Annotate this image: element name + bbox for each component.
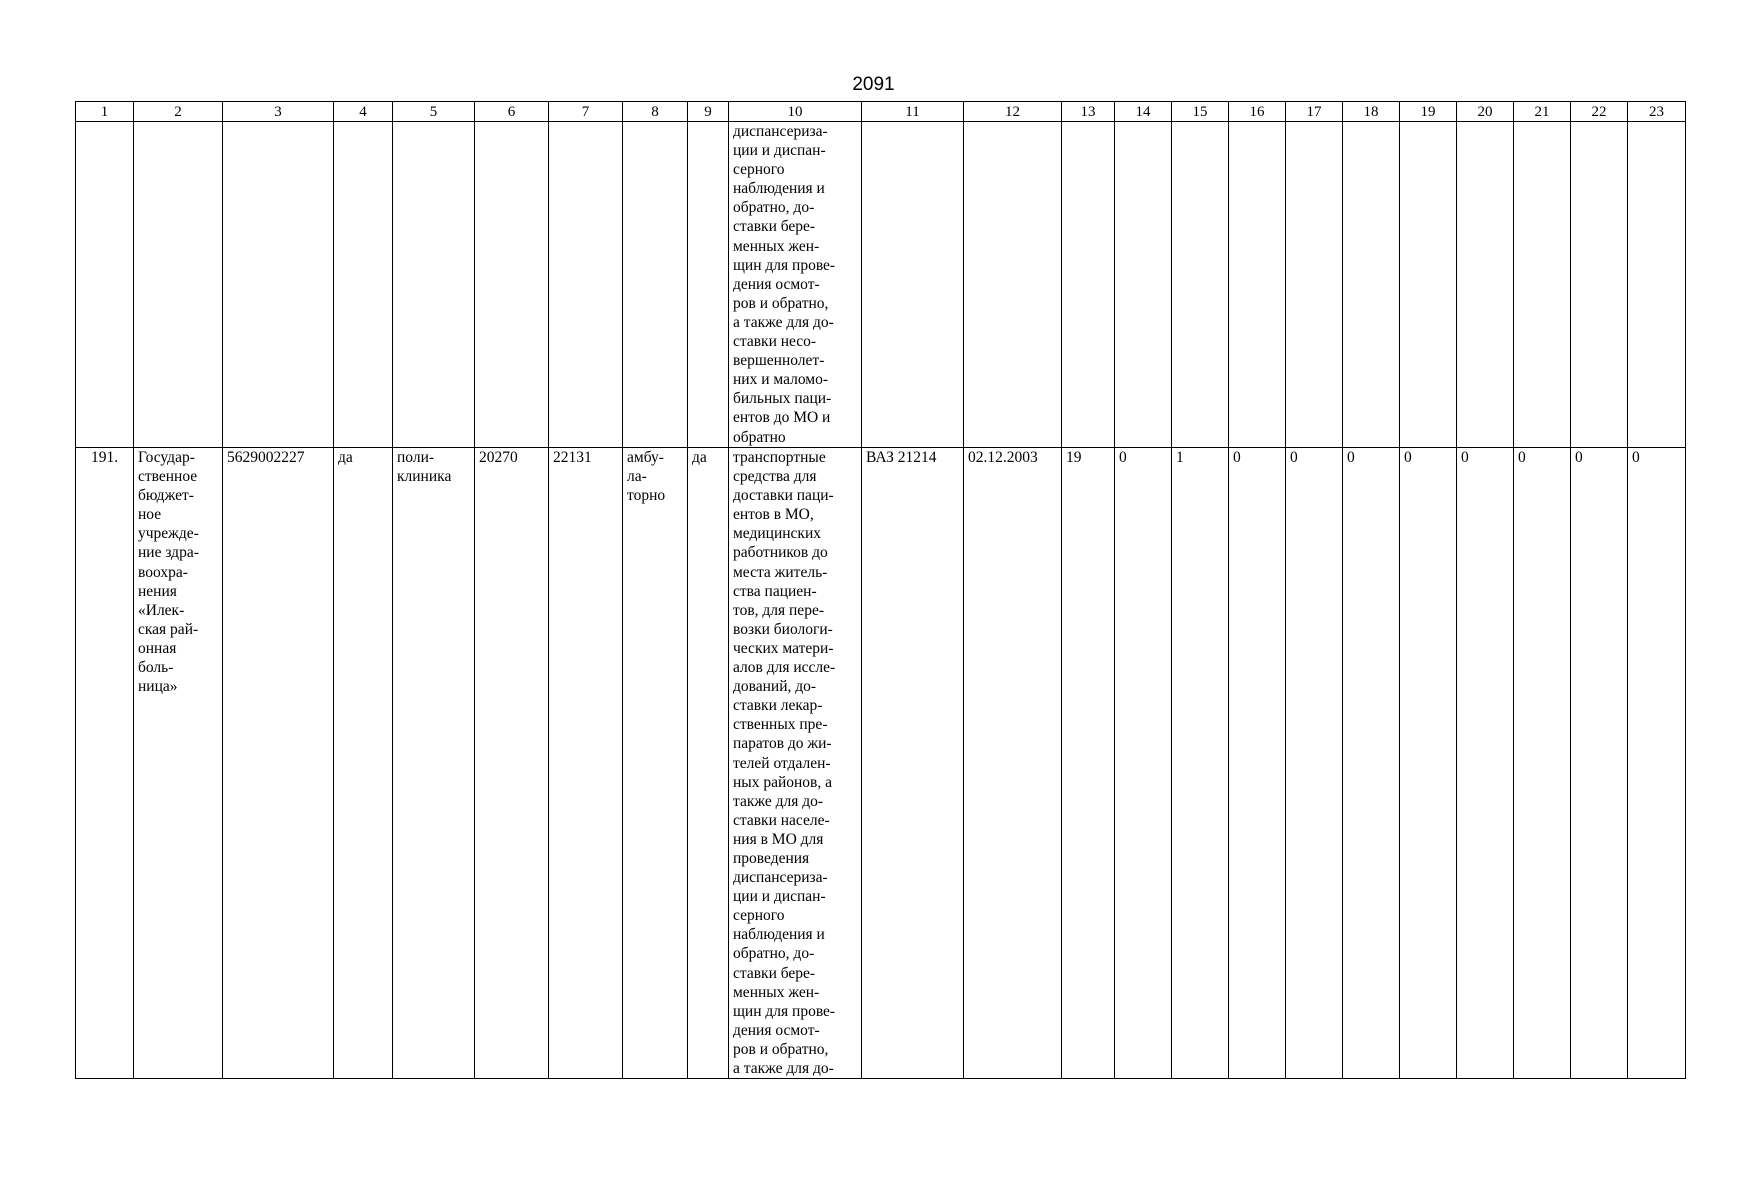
registry-table [75, 101, 1686, 1079]
text-line: паратов до жи- [733, 735, 832, 753]
cell [1172, 122, 1229, 448]
care-type-text [627, 448, 683, 505]
text-line: воохра- [138, 563, 188, 581]
cell [475, 122, 549, 448]
text-line: ния в МО для [733, 830, 824, 848]
cell-22: 0 [1571, 448, 1628, 1079]
cell-15: 1 [1172, 448, 1229, 1079]
column-header: 9 [688, 102, 729, 122]
text-line: бильных паци- [733, 390, 832, 408]
text-line: работников до [733, 544, 828, 562]
text-line: ентов до МО и [733, 409, 831, 427]
cell [1628, 122, 1686, 448]
text-line: ных районов, а [733, 773, 833, 791]
cell [964, 122, 1062, 448]
column-header: 22 [1571, 102, 1628, 122]
cell [334, 122, 393, 448]
column-header: 5 [393, 102, 475, 122]
text-line: ставки бере- [733, 218, 816, 236]
text-line: клиника [397, 468, 452, 486]
text-line: серного [733, 161, 785, 179]
text-line: медицинских [733, 525, 822, 543]
text-line: ров и обратно, [733, 294, 829, 312]
cell [862, 122, 964, 448]
text-line: щин для прове- [733, 1002, 836, 1020]
text-line: наблюдения и [733, 180, 825, 198]
text-line: ции и диспан- [733, 142, 826, 160]
column-header: 13 [1062, 102, 1115, 122]
text-line: телей отдален- [733, 754, 831, 772]
text-line: диспансериза- [733, 123, 828, 140]
text-line: ции и диспан- [733, 888, 826, 906]
text-line: поли- [397, 449, 435, 466]
text-line: учрежде- [138, 525, 199, 543]
cell-14: 0 [1115, 448, 1172, 1079]
organization-name [134, 448, 223, 1079]
text-line: ставки несо- [733, 333, 817, 351]
cell [549, 122, 623, 448]
header-row [76, 102, 1686, 122]
text-line: Государ- [138, 449, 195, 466]
row-number: 191. [76, 448, 134, 1079]
care-type [623, 448, 688, 1079]
text-line: ентов в МО, [733, 506, 814, 524]
cell [1343, 122, 1400, 448]
text-line: проведения [733, 849, 810, 867]
text-line: ства пациен- [733, 582, 817, 600]
column-header: 18 [1343, 102, 1400, 122]
cell [1115, 122, 1172, 448]
cell [223, 122, 334, 448]
column-header: 20 [1457, 102, 1514, 122]
cell [76, 122, 134, 448]
text-line: ние здра- [138, 544, 199, 562]
text-line: бюджет- [138, 487, 194, 505]
text-line: ставки населе- [733, 811, 830, 829]
table-row [76, 448, 1686, 1079]
cell-23: 0 [1628, 448, 1686, 1079]
cell [1571, 122, 1628, 448]
text-line: ла- [627, 468, 647, 486]
cell [623, 122, 688, 448]
column-header: 11 [862, 102, 964, 122]
text-line: «Илек- [138, 601, 185, 619]
text-line: дения осмот- [733, 1021, 820, 1039]
text-line: обратно, до- [733, 199, 815, 217]
text-line: места житель- [733, 563, 828, 581]
column-header: 12 [964, 102, 1062, 122]
page-number: 2091 [852, 74, 895, 95]
text-line: обратно [733, 428, 786, 446]
text-line: онная [138, 639, 177, 657]
cell-6: 20270 [475, 448, 549, 1079]
text-line: торно [627, 487, 666, 505]
text-line: наблюдения и [733, 926, 825, 944]
column-header: 3 [223, 102, 334, 122]
cell-18: 0 [1343, 448, 1400, 1079]
text-line: ская рай- [138, 620, 199, 638]
cell [134, 122, 223, 448]
purpose-text [733, 122, 857, 447]
text-line: менных жен- [733, 983, 820, 1001]
text-line: ственное [138, 468, 198, 486]
cell [688, 122, 729, 448]
column-header: 17 [1286, 102, 1343, 122]
column-header: 16 [1229, 102, 1286, 122]
text-line: ческих матери- [733, 639, 834, 657]
purpose-cell [729, 122, 862, 448]
text-line: возки биологи- [733, 620, 833, 638]
cell-20: 0 [1457, 448, 1514, 1079]
date-cell: 02.12.2003 [964, 448, 1062, 1079]
column-header: 14 [1115, 102, 1172, 122]
column-header: 23 [1628, 102, 1686, 122]
text-line: ров и обратно, [733, 1040, 829, 1058]
text-line: вершеннолет- [733, 352, 825, 370]
text-line: боль- [138, 659, 174, 677]
text-line: нения [138, 582, 177, 600]
text-line: тов, для пере- [733, 601, 824, 619]
cell-4: да [334, 448, 393, 1079]
vehicle-model: ВАЗ 21214 [862, 448, 964, 1079]
continuation-row [76, 122, 1686, 448]
cell-9: да [688, 448, 729, 1079]
facility-type [393, 448, 475, 1079]
cell [1286, 122, 1343, 448]
text-line: ставки лекар- [733, 697, 823, 715]
cell-13: 19 [1062, 448, 1115, 1079]
text-line: них и маломо- [733, 371, 829, 389]
text-line: средства для [733, 468, 817, 486]
text-line: а также для до- [733, 313, 834, 331]
column-header: 10 [729, 102, 862, 122]
column-header: 8 [623, 102, 688, 122]
text-line: менных жен- [733, 237, 820, 255]
text-line: серного [733, 907, 785, 925]
text-line: а также для до- [733, 1060, 834, 1077]
column-header: 21 [1514, 102, 1571, 122]
purpose-text [733, 448, 857, 1078]
text-line: также для до- [733, 792, 824, 810]
cell-7: 22131 [549, 448, 623, 1079]
column-header: 1 [76, 102, 134, 122]
facility-type-text [397, 448, 470, 486]
cell-16: 0 [1229, 448, 1286, 1079]
text-line: дения осмот- [733, 275, 820, 293]
cell [1514, 122, 1571, 448]
column-header: 6 [475, 102, 549, 122]
column-header: 7 [549, 102, 623, 122]
column-header: 19 [1400, 102, 1457, 122]
cell [393, 122, 475, 448]
text-line: амбу- [627, 449, 664, 466]
cell [1400, 122, 1457, 448]
column-header: 2 [134, 102, 223, 122]
cell [1062, 122, 1115, 448]
text-line: ставки бере- [733, 964, 816, 982]
column-header: 15 [1172, 102, 1229, 122]
text-line: обратно, до- [733, 945, 815, 963]
text-line: ница» [138, 678, 178, 696]
purpose-cell [729, 448, 862, 1079]
text-line: алов для иссле- [733, 659, 836, 677]
text-line: транспортные [733, 449, 826, 466]
text-line: доставки паци- [733, 487, 834, 505]
text-line: дований, до- [733, 678, 817, 696]
text-line: ственных пре- [733, 716, 828, 734]
cell [1229, 122, 1286, 448]
text-line: щин для прове- [733, 256, 836, 274]
text-line: ное [138, 506, 162, 524]
cell-19: 0 [1400, 448, 1457, 1079]
cell [1457, 122, 1514, 448]
column-header: 4 [334, 102, 393, 122]
text-line: диспансериза- [733, 869, 828, 887]
organization-name-text [138, 448, 218, 696]
cell-17: 0 [1286, 448, 1343, 1079]
cell-21: 0 [1514, 448, 1571, 1079]
inn-cell: 5629002227 [223, 448, 334, 1079]
